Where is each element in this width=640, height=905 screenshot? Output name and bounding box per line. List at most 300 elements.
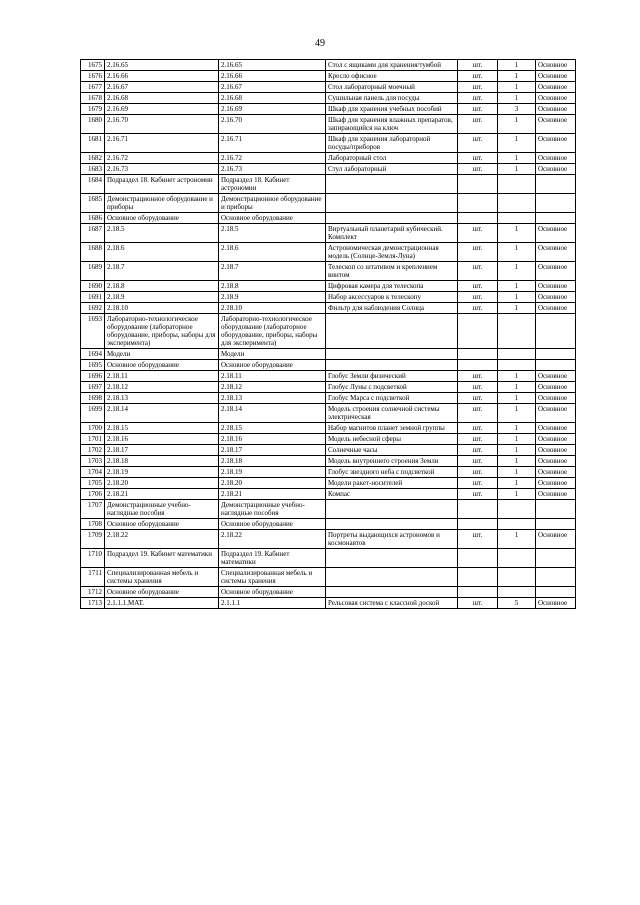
table-row <box>81 568 576 587</box>
type-cell: Основное <box>536 243 576 262</box>
ref-code-cell: 2.18.17 <box>219 445 326 456</box>
table-row <box>81 292 576 303</box>
code-cell: Подраздел 19. Кабинет математики <box>105 549 219 568</box>
code-cell: 2.1.1.1.МАТ. <box>105 598 219 609</box>
ref-code-cell: 2.18.12 <box>219 382 326 393</box>
type-cell: Основное <box>536 115 576 134</box>
row-number-cell: 1701 <box>81 434 105 445</box>
ref-code-cell: 2.16.70 <box>219 115 326 134</box>
ref-code-cell: Основное оборудование <box>219 519 326 530</box>
unit-cell: шт. <box>458 281 498 292</box>
code-cell: Основное оборудование <box>105 360 219 371</box>
quantity-cell: 1 <box>498 445 536 456</box>
ref-code-cell: Модели <box>219 349 326 360</box>
ref-code-cell: Основное оборудование <box>219 587 326 598</box>
row-number-cell: 1689 <box>81 262 105 281</box>
ref-code-cell: 2.16.73 <box>219 164 326 175</box>
quantity-cell: 1 <box>498 153 536 164</box>
quantity-cell <box>498 549 536 568</box>
type-cell: Основное <box>536 71 576 82</box>
type-cell: Основное <box>536 82 576 93</box>
code-cell: Лабораторно-технологическое оборудование (лабораторное оборудование, приборы, наборы для эксперимента) <box>105 314 219 349</box>
type-cell: Основное <box>536 478 576 489</box>
table-row <box>81 303 576 314</box>
row-number-cell: 1692 <box>81 303 105 314</box>
quantity-cell <box>498 587 536 598</box>
quantity-cell: 1 <box>498 489 536 500</box>
code-cell: 2.18.6 <box>105 243 219 262</box>
row-number-cell: 1696 <box>81 371 105 382</box>
code-cell: 2.18.13 <box>105 393 219 404</box>
unit-cell <box>458 314 498 349</box>
quantity-cell <box>498 500 536 519</box>
type-cell: Основное <box>536 281 576 292</box>
name-cell: Шкаф для хранения учебных пособий <box>326 104 458 115</box>
name-cell: Модель внутреннего строения Земли <box>326 456 458 467</box>
quantity-cell: 1 <box>498 404 536 423</box>
table-row <box>81 489 576 500</box>
table-row <box>81 549 576 568</box>
table-row <box>81 371 576 382</box>
table-row <box>81 587 576 598</box>
table-row <box>81 404 576 423</box>
unit-cell: шт. <box>458 393 498 404</box>
table-row <box>81 194 576 213</box>
quantity-cell <box>498 349 536 360</box>
quantity-cell: 1 <box>498 134 536 153</box>
type-cell <box>536 194 576 213</box>
name-cell: Глобус Марса с подсветкой <box>326 393 458 404</box>
unit-cell <box>458 175 498 194</box>
table-row <box>81 456 576 467</box>
code-cell: 2.18.7 <box>105 262 219 281</box>
code-cell: 2.18.18 <box>105 456 219 467</box>
type-cell: Основное <box>536 303 576 314</box>
code-cell: Основное оборудование <box>105 519 219 530</box>
type-cell: Основное <box>536 93 576 104</box>
name-cell <box>326 500 458 519</box>
unit-cell: шт. <box>458 262 498 281</box>
unit-cell <box>458 360 498 371</box>
table-row <box>81 519 576 530</box>
ref-code-cell: 2.16.65 <box>219 60 326 71</box>
name-cell <box>326 349 458 360</box>
type-cell: Основное <box>536 262 576 281</box>
unit-cell: шт. <box>458 104 498 115</box>
row-number-cell: 1699 <box>81 404 105 423</box>
code-cell: 2.18.17 <box>105 445 219 456</box>
name-cell: Цифровая камера для телескопа <box>326 281 458 292</box>
ref-code-cell: 2.1.1.1 <box>219 598 326 609</box>
ref-code-cell: 2.16.67 <box>219 82 326 93</box>
quantity-cell: 1 <box>498 262 536 281</box>
code-cell: 2.18.16 <box>105 434 219 445</box>
unit-cell <box>458 587 498 598</box>
type-cell: Основное <box>536 134 576 153</box>
row-number-cell: 1683 <box>81 164 105 175</box>
code-cell: 2.16.72 <box>105 153 219 164</box>
quantity-cell: 1 <box>498 467 536 478</box>
type-cell <box>536 519 576 530</box>
unit-cell: шт. <box>458 153 498 164</box>
row-number-cell: 1703 <box>81 456 105 467</box>
name-cell: Шкаф для хранения лабораторной посуды/приборов <box>326 134 458 153</box>
ref-code-cell: 2.18.22 <box>219 530 326 549</box>
unit-cell: шт. <box>458 434 498 445</box>
type-cell: Основное <box>536 423 576 434</box>
unit-cell: шт. <box>458 530 498 549</box>
unit-cell <box>458 349 498 360</box>
ref-code-cell: Подраздел 19. Кабинет математики <box>219 549 326 568</box>
row-number-cell: 1690 <box>81 281 105 292</box>
equipment-table <box>80 59 576 609</box>
row-number-cell: 1697 <box>81 382 105 393</box>
row-number-cell: 1687 <box>81 224 105 243</box>
name-cell: Стул лабораторный <box>326 164 458 175</box>
type-cell <box>536 314 576 349</box>
unit-cell: шт. <box>458 489 498 500</box>
row-number-cell: 1707 <box>81 500 105 519</box>
table-row <box>81 164 576 175</box>
type-cell: Основное <box>536 530 576 549</box>
name-cell <box>326 314 458 349</box>
name-cell: Модели ракет-носителей <box>326 478 458 489</box>
code-cell: Подраздел 18. Кабинет астрономии <box>105 175 219 194</box>
unit-cell <box>458 568 498 587</box>
unit-cell: шт. <box>458 115 498 134</box>
unit-cell: шт. <box>458 598 498 609</box>
type-cell: Основное <box>536 153 576 164</box>
quantity-cell: 5 <box>498 598 536 609</box>
row-number-cell: 1684 <box>81 175 105 194</box>
table-row <box>81 349 576 360</box>
quantity-cell <box>498 213 536 224</box>
quantity-cell: 1 <box>498 82 536 93</box>
row-number-cell: 1681 <box>81 134 105 153</box>
row-number-cell: 1675 <box>81 60 105 71</box>
unit-cell: шт. <box>458 243 498 262</box>
code-cell: 2.18.21 <box>105 489 219 500</box>
row-number-cell: 1706 <box>81 489 105 500</box>
code-cell: 2.16.68 <box>105 93 219 104</box>
ref-code-cell: 2.18.16 <box>219 434 326 445</box>
table-row <box>81 445 576 456</box>
unit-cell: шт. <box>458 382 498 393</box>
code-cell: 2.16.65 <box>105 60 219 71</box>
code-cell: 2.18.10 <box>105 303 219 314</box>
row-number-cell: 1693 <box>81 314 105 349</box>
type-cell: Основное <box>536 224 576 243</box>
code-cell: 2.18.15 <box>105 423 219 434</box>
type-cell: Основное <box>536 445 576 456</box>
type-cell <box>536 360 576 371</box>
ref-code-cell: Подраздел 18. Кабинет астрономии <box>219 175 326 194</box>
table-row <box>81 82 576 93</box>
name-cell <box>326 549 458 568</box>
name-cell: Модель строения солнечной системы электрическая <box>326 404 458 423</box>
row-number-cell: 1711 <box>81 568 105 587</box>
type-cell: Основное <box>536 489 576 500</box>
name-cell: Телескоп со штативом и креплением винтом <box>326 262 458 281</box>
row-number-cell: 1710 <box>81 549 105 568</box>
name-cell: Кресло офисное <box>326 71 458 82</box>
type-cell: Основное <box>536 393 576 404</box>
unit-cell: шт. <box>458 82 498 93</box>
table-row <box>81 393 576 404</box>
code-cell: 2.18.12 <box>105 382 219 393</box>
quantity-cell: 3 <box>498 104 536 115</box>
row-number-cell: 1680 <box>81 115 105 134</box>
ref-code-cell: 2.18.18 <box>219 456 326 467</box>
quantity-cell: 1 <box>498 393 536 404</box>
type-cell: Основное <box>536 104 576 115</box>
type-cell: Основное <box>536 598 576 609</box>
code-cell: Основное оборудование <box>105 213 219 224</box>
ref-code-cell: 2.18.9 <box>219 292 326 303</box>
name-cell: Фильтр для наблюдения Солнца <box>326 303 458 314</box>
table-row <box>81 153 576 164</box>
table-row <box>81 530 576 549</box>
code-cell: Демонстрационные учебно-наглядные пособия <box>105 500 219 519</box>
unit-cell: шт. <box>458 224 498 243</box>
type-cell <box>536 349 576 360</box>
quantity-cell: 1 <box>498 423 536 434</box>
row-number-cell: 1691 <box>81 292 105 303</box>
ref-code-cell: Демонстрационное оборудование и приборы <box>219 194 326 213</box>
row-number-cell: 1679 <box>81 104 105 115</box>
name-cell <box>326 175 458 194</box>
name-cell <box>326 194 458 213</box>
name-cell <box>326 568 458 587</box>
row-number-cell: 1688 <box>81 243 105 262</box>
code-cell: 2.18.20 <box>105 478 219 489</box>
table-row <box>81 434 576 445</box>
code-cell: Модели <box>105 349 219 360</box>
ref-code-cell: 2.16.68 <box>219 93 326 104</box>
type-cell <box>536 175 576 194</box>
unit-cell <box>458 194 498 213</box>
code-cell: 2.18.9 <box>105 292 219 303</box>
name-cell: Глобус Земли физический <box>326 371 458 382</box>
name-cell: Рельсовая система с классной доской <box>326 598 458 609</box>
quantity-cell <box>498 175 536 194</box>
quantity-cell: 1 <box>498 478 536 489</box>
table-row <box>81 360 576 371</box>
name-cell: Модель небесной сферы <box>326 434 458 445</box>
code-cell: 2.18.19 <box>105 467 219 478</box>
quantity-cell <box>498 568 536 587</box>
ref-code-cell: Демонстрационные учебно-наглядные пособия <box>219 500 326 519</box>
table-row <box>81 262 576 281</box>
name-cell: Набор магнитов планет земной группы <box>326 423 458 434</box>
name-cell: Сушильная панель для посуды <box>326 93 458 104</box>
quantity-cell: 1 <box>498 382 536 393</box>
code-cell: 2.16.73 <box>105 164 219 175</box>
quantity-cell: 1 <box>498 456 536 467</box>
row-number-cell: 1676 <box>81 71 105 82</box>
row-number-cell: 1677 <box>81 82 105 93</box>
row-number-cell: 1708 <box>81 519 105 530</box>
ref-code-cell: 2.18.20 <box>219 478 326 489</box>
type-cell: Основное <box>536 456 576 467</box>
row-number-cell: 1698 <box>81 393 105 404</box>
quantity-cell <box>498 360 536 371</box>
table-row <box>81 175 576 194</box>
row-number-cell: 1695 <box>81 360 105 371</box>
ref-code-cell: 2.16.71 <box>219 134 326 153</box>
quantity-cell: 1 <box>498 371 536 382</box>
unit-cell <box>458 500 498 519</box>
type-cell: Основное <box>536 467 576 478</box>
table-row <box>81 467 576 478</box>
ref-code-cell: 2.18.7 <box>219 262 326 281</box>
code-cell: 2.16.69 <box>105 104 219 115</box>
name-cell: Набор аксессуаров к телескопу <box>326 292 458 303</box>
quantity-cell: 1 <box>498 530 536 549</box>
quantity-cell: 1 <box>498 224 536 243</box>
quantity-cell: 1 <box>498 292 536 303</box>
name-cell: Астрономическая демонстрационная модель (Солнце-Земля-Луна) <box>326 243 458 262</box>
quantity-cell: 1 <box>498 60 536 71</box>
unit-cell <box>458 213 498 224</box>
code-cell: 2.16.71 <box>105 134 219 153</box>
ref-code-cell: 2.18.6 <box>219 243 326 262</box>
unit-cell <box>458 549 498 568</box>
ref-code-cell: 2.16.66 <box>219 71 326 82</box>
ref-code-cell: 2.18.13 <box>219 393 326 404</box>
row-number-cell: 1686 <box>81 213 105 224</box>
row-number-cell: 1704 <box>81 467 105 478</box>
code-cell: 2.18.5 <box>105 224 219 243</box>
table-row <box>81 224 576 243</box>
code-cell: Основное оборудование <box>105 587 219 598</box>
code-cell: Специализированная мебель и системы хранения <box>105 568 219 587</box>
table-body <box>81 60 576 609</box>
table-row <box>81 134 576 153</box>
name-cell <box>326 360 458 371</box>
ref-code-cell: Лабораторно-технологическое оборудование (лабораторное оборудование, приборы, наборы для эксперимента) <box>219 314 326 349</box>
unit-cell: шт. <box>458 134 498 153</box>
name-cell: Компас <box>326 489 458 500</box>
unit-cell: шт. <box>458 303 498 314</box>
unit-cell: шт. <box>458 60 498 71</box>
unit-cell <box>458 519 498 530</box>
name-cell <box>326 213 458 224</box>
code-cell: 2.16.66 <box>105 71 219 82</box>
quantity-cell: 1 <box>498 115 536 134</box>
type-cell: Основное <box>536 382 576 393</box>
code-cell: 2.18.14 <box>105 404 219 423</box>
row-number-cell: 1682 <box>81 153 105 164</box>
row-number-cell: 1685 <box>81 194 105 213</box>
type-cell: Основное <box>536 371 576 382</box>
code-cell: 2.16.70 <box>105 115 219 134</box>
table-row <box>81 115 576 134</box>
ref-code-cell: 2.16.69 <box>219 104 326 115</box>
name-cell: Глобус Луны с подсветкой <box>326 382 458 393</box>
unit-cell: шт. <box>458 423 498 434</box>
name-cell: Шкаф для хранения влажных препаратов, запирающийся на ключ <box>326 115 458 134</box>
row-number-cell: 1705 <box>81 478 105 489</box>
name-cell: Глобус звездного неба с подсветкой <box>326 467 458 478</box>
name-cell: Портреты выдающихся астрономов и космонавтов <box>326 530 458 549</box>
name-cell <box>326 587 458 598</box>
table-row <box>81 382 576 393</box>
unit-cell: шт. <box>458 164 498 175</box>
ref-code-cell: 2.18.15 <box>219 423 326 434</box>
ref-code-cell: Специализированная мебель и системы хранения <box>219 568 326 587</box>
table-row <box>81 60 576 71</box>
quantity-cell: 1 <box>498 71 536 82</box>
ref-code-cell: 2.18.11 <box>219 371 326 382</box>
type-cell <box>536 500 576 519</box>
ref-code-cell: 2.18.19 <box>219 467 326 478</box>
table-row <box>81 243 576 262</box>
unit-cell: шт. <box>458 292 498 303</box>
table-row <box>81 104 576 115</box>
type-cell: Основное <box>536 164 576 175</box>
row-number-cell: 1702 <box>81 445 105 456</box>
type-cell: Основное <box>536 404 576 423</box>
quantity-cell: 1 <box>498 281 536 292</box>
row-number-cell: 1709 <box>81 530 105 549</box>
table-row <box>81 281 576 292</box>
type-cell: Основное <box>536 292 576 303</box>
unit-cell: шт. <box>458 478 498 489</box>
unit-cell: шт. <box>458 445 498 456</box>
unit-cell: шт. <box>458 456 498 467</box>
type-cell <box>536 587 576 598</box>
row-number-cell: 1694 <box>81 349 105 360</box>
code-cell: 2.18.22 <box>105 530 219 549</box>
page-number: 49 <box>315 38 325 49</box>
type-cell <box>536 213 576 224</box>
quantity-cell <box>498 194 536 213</box>
ref-code-cell: 2.16.72 <box>219 153 326 164</box>
table-row <box>81 478 576 489</box>
ref-code-cell: 2.18.5 <box>219 224 326 243</box>
code-cell: 2.18.11 <box>105 371 219 382</box>
name-cell <box>326 519 458 530</box>
type-cell: Основное <box>536 60 576 71</box>
unit-cell: шт. <box>458 371 498 382</box>
quantity-cell: 1 <box>498 434 536 445</box>
name-cell: Стол с ящиками для хранения/тумбой <box>326 60 458 71</box>
code-cell: Демонстрационное оборудование и приборы <box>105 194 219 213</box>
unit-cell: шт. <box>458 93 498 104</box>
row-number-cell: 1678 <box>81 93 105 104</box>
type-cell <box>536 549 576 568</box>
name-cell: Лабораторный стол <box>326 153 458 164</box>
unit-cell: шт. <box>458 404 498 423</box>
code-cell: 2.16.67 <box>105 82 219 93</box>
table-row <box>81 598 576 609</box>
table-row <box>81 423 576 434</box>
ref-code-cell: 2.18.8 <box>219 281 326 292</box>
ref-code-cell: 2.18.10 <box>219 303 326 314</box>
quantity-cell: 1 <box>498 243 536 262</box>
ref-code-cell: 2.18.14 <box>219 404 326 423</box>
row-number-cell: 1712 <box>81 587 105 598</box>
unit-cell: шт. <box>458 71 498 82</box>
row-number-cell: 1713 <box>81 598 105 609</box>
table-row <box>81 314 576 349</box>
quantity-cell: 1 <box>498 164 536 175</box>
quantity-cell <box>498 314 536 349</box>
ref-code-cell: Основное оборудование <box>219 213 326 224</box>
quantity-cell: 1 <box>498 93 536 104</box>
table-row <box>81 500 576 519</box>
